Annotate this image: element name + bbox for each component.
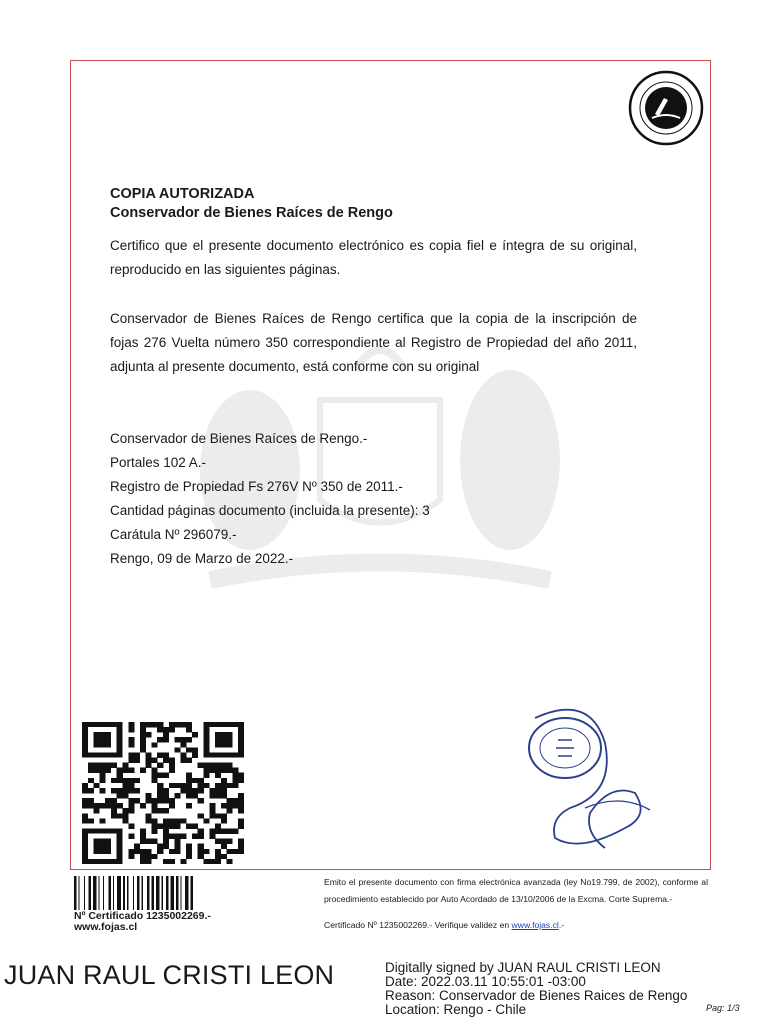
- caratula-line: Carátula Nº 296079.-: [110, 527, 237, 542]
- signed-by: Digitally signed by JUAN RAUL CRISTI LEON: [385, 960, 661, 975]
- signature-date: Date: 2022.03.11 10:55:01 -03:00: [385, 974, 586, 989]
- signature-location: Location: Rengo - Chile: [385, 1002, 527, 1017]
- verification-note: [324, 920, 564, 930]
- conformity-paragraph: Conservador de Bienes Raíces de Rengo certifica que la copia de la inscripción de fojas 276 Vuelta número 350 correspondiente al Registro de Propiedad del año 2011, adjunta al presente documento, está conforme con su original: [110, 311, 637, 374]
- certificate-barcode: [74, 876, 244, 910]
- notary-seal-icon: [628, 70, 704, 146]
- legal-notice: Emito el presente documento con firma electrónica avanzada (ley No19.799, de 2002), conforme al procedimiento establecido por Auto Acordado de 13/10/2006 de la Excma. Corte Suprema.-: [324, 877, 708, 904]
- signer-name: JUAN RAUL CRISTI LEON: [4, 960, 335, 990]
- document-title: COPIA AUTORIZADA: [110, 186, 255, 202]
- qr-code: [82, 722, 244, 864]
- office-name-line: Conservador de Bienes Raíces de Rengo.-: [110, 431, 368, 446]
- registry-line: Registro de Propiedad Fs 276V Nº 350 de 2011.-: [110, 479, 403, 494]
- page-count-line: Cantidad páginas documento (incluida la presente): 3: [110, 503, 430, 518]
- signature-reason: Reason: Conservador de Bienes Raices de Rengo: [385, 988, 688, 1003]
- page-indicator: Pag: 1/3: [706, 1003, 740, 1013]
- verification-link[interactable]: www.fojas.cl: [511, 920, 559, 930]
- date-line: Rengo, 09 de Marzo de 2022.-: [110, 551, 294, 566]
- official-stamp-signature: [510, 698, 660, 858]
- document-subtitle: Conservador de Bienes Raíces de Rengo: [110, 205, 393, 221]
- certificate-number: Nº Certificado 1235002269.-: [74, 910, 211, 922]
- address-line: Portales 102 A.-: [110, 455, 207, 470]
- verification-suffix: .-: [558, 920, 565, 930]
- digital-signature-block: [385, 961, 687, 1017]
- certificate-website: www.fojas.cl: [74, 921, 138, 933]
- certification-paragraph: Certifico que el presente documento electrónico es copia fiel e íntegra de su original, reproducido en las siguientes páginas.: [110, 238, 637, 277]
- verification-prefix: Certificado Nº 1235002269.- Verifique validez en: [324, 920, 512, 930]
